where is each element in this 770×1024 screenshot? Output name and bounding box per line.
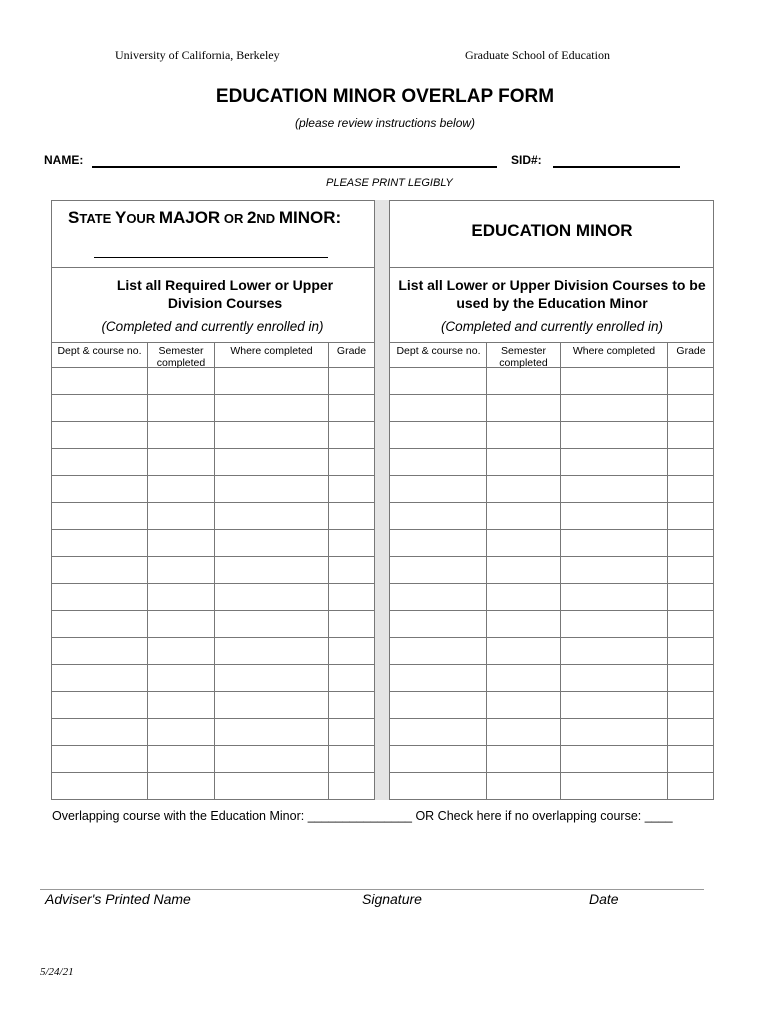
table-row bbox=[51, 529, 374, 530]
table-row bbox=[390, 610, 714, 611]
table-row bbox=[51, 448, 374, 449]
signature-label: Signature bbox=[362, 891, 422, 907]
column-header-top bbox=[390, 342, 714, 343]
table-row bbox=[51, 664, 374, 665]
table-row bbox=[390, 583, 714, 584]
table-row bbox=[51, 583, 374, 584]
column-header-top bbox=[51, 342, 374, 343]
university-name: University of California, Berkeley bbox=[115, 48, 280, 62]
column-divider bbox=[486, 342, 487, 800]
left-header-dept-course: Dept & course no. bbox=[57, 345, 142, 357]
right-header-dept-course: Dept & course no. bbox=[396, 345, 481, 357]
form-title: EDUCATION MINOR OVERLAP FORM bbox=[215, 86, 555, 107]
table-row bbox=[390, 664, 714, 665]
school-name: Graduate School of Education bbox=[465, 48, 610, 62]
column-divider bbox=[328, 342, 329, 800]
left-column-subheading: (Completed and currently enrolled in) bbox=[101, 319, 324, 334]
table-row bbox=[390, 529, 714, 530]
column-divider bbox=[147, 342, 148, 800]
left-header-where: Where completed bbox=[230, 345, 313, 357]
print-legibly-note: PLEASE PRINT LEGIBLY bbox=[326, 177, 453, 189]
table-row bbox=[51, 421, 374, 422]
adviser-name-label: Adviser's Printed Name bbox=[45, 891, 191, 907]
table-row bbox=[390, 772, 714, 773]
right-column-subheading: (Completed and currently enrolled in) bbox=[440, 319, 664, 334]
left-header-semester: Semester completed bbox=[156, 345, 206, 369]
form-subtitle: (please review instructions below) bbox=[294, 116, 476, 130]
education-minor-title: EDUCATION MINOR bbox=[471, 221, 633, 240]
left-header-grade: Grade bbox=[336, 345, 367, 357]
table-row bbox=[390, 556, 714, 557]
table-row bbox=[390, 745, 714, 746]
right-header-semester: Semester completed bbox=[499, 345, 548, 369]
right-column-heading: List all Lower or Upper Division Courses to be used by the Education Minor bbox=[398, 277, 706, 311]
overlap-statement: Overlapping course with the Education Minor: _______________ OR Check here if no overlapping course: ____ bbox=[52, 809, 673, 823]
table-row bbox=[51, 745, 374, 746]
table-row bbox=[390, 637, 714, 638]
table-row bbox=[51, 691, 374, 692]
column-divider bbox=[560, 342, 561, 800]
sid-field[interactable] bbox=[553, 166, 680, 168]
table-row bbox=[390, 394, 714, 395]
table-row bbox=[390, 718, 714, 719]
name-field[interactable] bbox=[92, 166, 497, 168]
table-row bbox=[51, 637, 374, 638]
table-row bbox=[51, 475, 374, 476]
table-row bbox=[51, 502, 374, 503]
left-column-heading: List all Required Lower or Upper Division Courses bbox=[116, 277, 334, 311]
name-label: NAME: bbox=[44, 153, 84, 167]
sid-label: SID#: bbox=[511, 153, 542, 167]
signature-line bbox=[40, 889, 704, 890]
major-minor-field[interactable] bbox=[94, 257, 328, 258]
revision-date: 5/24/21 bbox=[40, 966, 74, 978]
table-row bbox=[51, 772, 374, 773]
table-gutter bbox=[374, 200, 390, 800]
table-row bbox=[390, 421, 714, 422]
table-row bbox=[390, 691, 714, 692]
header-divider bbox=[51, 267, 374, 268]
table-row bbox=[51, 394, 374, 395]
table-row bbox=[390, 502, 714, 503]
table-row bbox=[51, 610, 374, 611]
column-divider bbox=[667, 342, 668, 800]
major-minor-prompt: STATE YOUR MAJOR OR 2ND MINOR: bbox=[68, 208, 342, 227]
table-row bbox=[51, 718, 374, 719]
header-divider bbox=[390, 267, 714, 268]
right-header-grade: Grade bbox=[676, 345, 706, 357]
table-row bbox=[390, 448, 714, 449]
right-header-where: Where completed bbox=[572, 345, 656, 357]
table-row bbox=[390, 475, 714, 476]
table-row bbox=[51, 556, 374, 557]
date-label: Date bbox=[589, 891, 619, 907]
column-divider bbox=[214, 342, 215, 800]
